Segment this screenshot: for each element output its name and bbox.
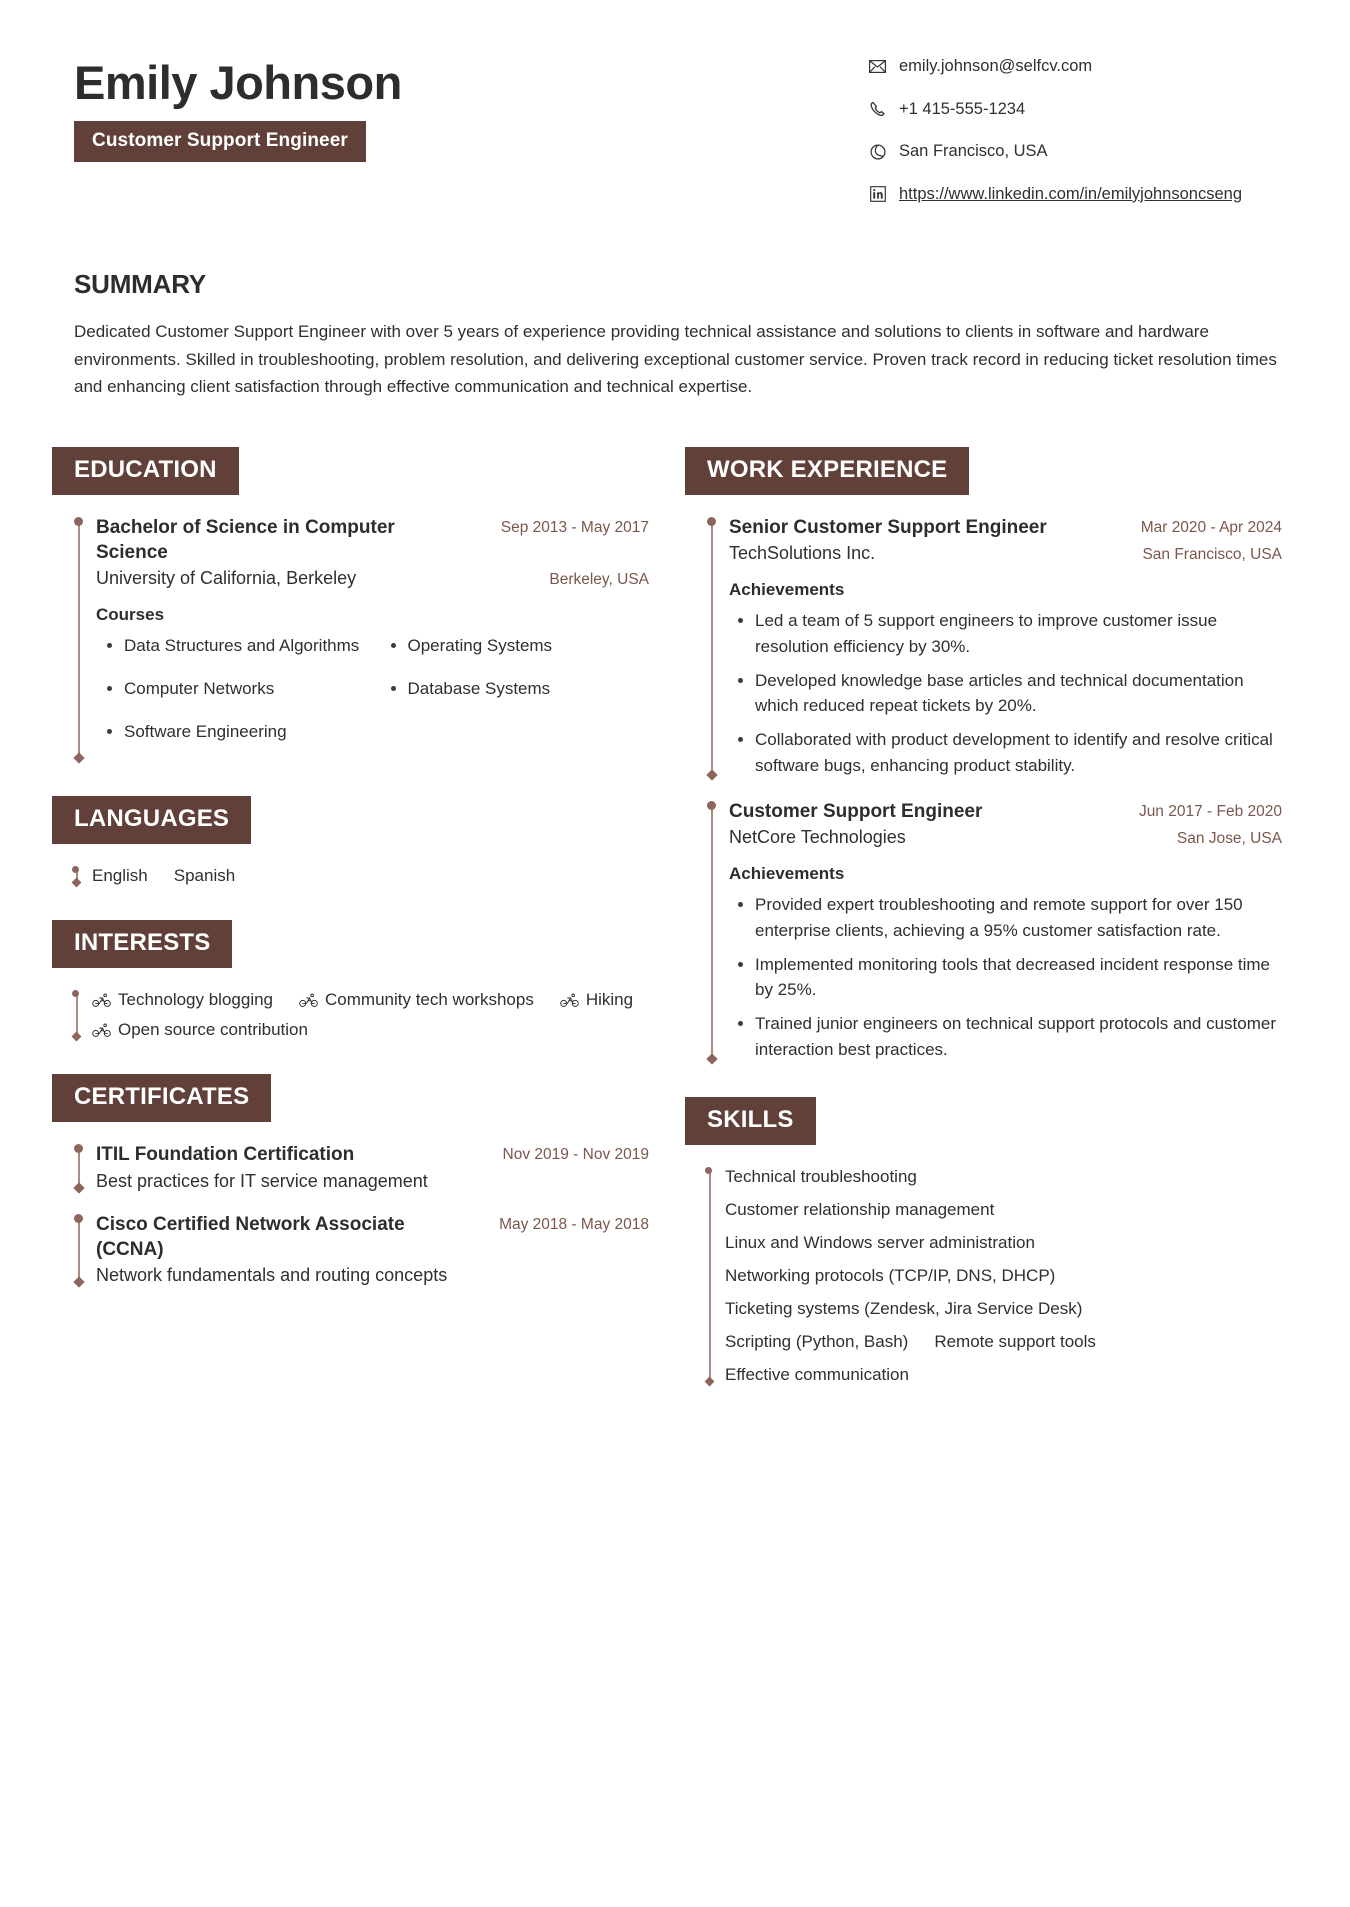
- contact-list: [868, 48, 1288, 207]
- course-item: Operating Systems: [380, 633, 650, 658]
- entry-head: [96, 1142, 649, 1167]
- certificate-name: ITIL Foundation Certification: [96, 1144, 355, 1166]
- achievement-item: Collaborated with product development to identify and resolve critical software bugs, enhancing product stability.: [729, 727, 1282, 779]
- interest-item: [560, 990, 633, 1010]
- timeline-line: [78, 521, 80, 757]
- entry-sub: [729, 827, 1282, 848]
- certificate-name: Cisco Certified Network Associate (CCNA): [96, 1213, 405, 1260]
- contact-text: emily.johnson@selfcv.com: [899, 57, 1093, 75]
- company-location: San Francisco, USA: [1142, 545, 1282, 563]
- certificate-entry-content: [96, 1142, 649, 1191]
- entry-head: [96, 515, 649, 565]
- summary-heading: SUMMARY: [74, 269, 206, 300]
- interests-timeline: [74, 988, 649, 1040]
- work-entry: [707, 515, 1282, 779]
- interest-item: [92, 990, 273, 1010]
- contact-row: [868, 97, 1288, 123]
- work-section: [707, 447, 1282, 1063]
- skill-item: Scripting (Python, Bash): [725, 1331, 909, 1351]
- certificates-section: [74, 1074, 649, 1285]
- right-column: [707, 447, 1282, 1419]
- courses-grid: [96, 633, 649, 762]
- contact-row: [868, 54, 1288, 80]
- globe-icon: [868, 142, 887, 161]
- timeline-end-diamond: [73, 1276, 84, 1287]
- certificate-entry: [74, 1142, 649, 1191]
- course-item: Software Engineering: [96, 719, 366, 744]
- bicycle-icon: [560, 993, 579, 1008]
- certificate-description: Network fundamentals and routing concepts: [96, 1264, 448, 1285]
- contact-row: [868, 182, 1288, 208]
- interest-label: Hiking: [585, 990, 634, 1010]
- languages-timeline: [74, 864, 649, 886]
- timeline-end-diamond: [706, 1053, 717, 1064]
- skill-item: Effective communication: [725, 1364, 909, 1384]
- interests-list: [92, 988, 649, 1040]
- timeline-line: [78, 1218, 80, 1280]
- timeline-end-diamond: [71, 1032, 81, 1042]
- position-date: Jun 2017 - Feb 2020: [1138, 802, 1282, 820]
- position-date: Mar 2020 - Apr 2024: [1140, 518, 1282, 536]
- entry-head: [729, 515, 1282, 540]
- timeline-start-dot: [74, 1214, 83, 1223]
- skill-item: Remote support tools: [934, 1331, 1096, 1351]
- certificates-heading: CERTIFICATES: [52, 1074, 271, 1122]
- degree-title: Bachelor of Science in Computer Science: [96, 516, 395, 563]
- skill-item: Linux and Windows server administration: [725, 1232, 1035, 1252]
- achievement-item: Implemented monitoring tools that decreased incident response time by 25%.: [729, 952, 1282, 1004]
- page-title: Emily Johnson: [74, 56, 402, 109]
- course-item: Computer Networks: [96, 676, 366, 701]
- skill-item: Networking protocols (TCP/IP, DNS, DHCP): [725, 1265, 1056, 1285]
- timeline-line: [76, 994, 78, 1034]
- timeline-line: [711, 805, 713, 1057]
- languages-section: [74, 796, 649, 886]
- company-location: San Jose, USA: [1176, 829, 1282, 847]
- language-item: Spanish: [173, 866, 236, 886]
- education-entry: [74, 515, 649, 763]
- skills-section: [707, 1097, 1282, 1385]
- achievement-item: Provided expert troubleshooting and remote support for over 150 enterprise clients, achieving a 95% customer satisfaction rate.: [729, 892, 1282, 944]
- certificate-description: Best practices for IT service management: [96, 1170, 428, 1191]
- interest-item: [299, 990, 534, 1010]
- timeline-end-diamond: [706, 769, 717, 780]
- interest-item: [92, 1020, 308, 1040]
- resume-body: [74, 447, 1288, 1419]
- course-item: Data Structures and Algorithms: [96, 633, 366, 658]
- contact-row: [868, 139, 1288, 165]
- school-location: Berkeley, USA: [549, 571, 649, 588]
- education-heading: EDUCATION: [52, 447, 239, 495]
- languages-list: [92, 864, 649, 886]
- timeline-line: [711, 521, 713, 773]
- languages-heading: LANGUAGES: [52, 796, 251, 844]
- interest-label: Community tech workshops: [325, 990, 534, 1010]
- timeline-start-dot: [74, 1144, 83, 1153]
- achievements-list: [729, 892, 1282, 1063]
- contact-text: +1 415-555-1234: [899, 99, 1026, 118]
- linkedin-icon: [868, 185, 887, 204]
- degree-date: Sep 2013 - May 2017: [500, 518, 649, 536]
- interests-heading: INTERESTS: [52, 920, 232, 968]
- timeline-line: [709, 1171, 711, 1379]
- education-section: [74, 447, 649, 763]
- certificate-date: Nov 2019 - Nov 2019: [502, 1146, 649, 1164]
- skills-timeline: [707, 1165, 1282, 1385]
- achievements-label: Achievements: [729, 863, 845, 883]
- work-entry-content: [729, 515, 1282, 779]
- entry-sub: [729, 543, 1282, 564]
- company-name: TechSolutions Inc.: [729, 542, 876, 563]
- interest-label: Open source contribution: [118, 1020, 308, 1040]
- entry-head: [729, 799, 1282, 824]
- left-column: [74, 447, 649, 1320]
- timeline-end-diamond: [71, 878, 81, 888]
- timeline-start-dot: [707, 517, 716, 526]
- timeline-end-diamond: [704, 1376, 714, 1386]
- achievements-list: [729, 608, 1282, 779]
- language-item: English: [92, 866, 148, 886]
- timeline-start-dot: [72, 866, 79, 873]
- achievement-item: Led a team of 5 support engineers to improve customer issue resolution efficiency by 30%.: [729, 608, 1282, 660]
- education-entry-content: [96, 515, 649, 763]
- skills-heading: SKILLS: [685, 1097, 816, 1145]
- summary-section: [74, 269, 1288, 401]
- entry-sub: [96, 1265, 649, 1286]
- work-entry: [707, 799, 1282, 1063]
- company-name: NetCore Technologies: [729, 826, 906, 847]
- timeline-start-dot: [707, 801, 716, 810]
- bicycle-icon: [299, 993, 318, 1008]
- school-name: University of California, Berkeley: [96, 568, 357, 588]
- courses-label: Courses: [96, 605, 165, 624]
- skill-item: Ticketing systems (Zendesk, Jira Service Desk): [725, 1298, 1083, 1318]
- skills-list: [725, 1165, 1155, 1385]
- entry-head: [96, 1212, 649, 1262]
- interest-label: Technology blogging: [118, 990, 274, 1010]
- envelope-icon: [868, 57, 887, 76]
- certificate-entry-content: [96, 1212, 649, 1286]
- achievement-item: Developed knowledge base articles and technical documentation which reduced repeat tickets by 20%.: [729, 668, 1282, 720]
- work-heading: WORK EXPERIENCE: [685, 447, 969, 495]
- bicycle-icon: [92, 993, 111, 1008]
- phone-icon: [868, 100, 887, 119]
- work-entry-content: [729, 799, 1282, 1063]
- timeline-end-diamond: [73, 1182, 84, 1193]
- course-item: Database Systems: [380, 676, 650, 701]
- skill-item: Technical troubleshooting: [725, 1166, 917, 1186]
- timeline-start-dot: [72, 990, 79, 997]
- bicycle-icon: [92, 1023, 111, 1038]
- timeline-start-dot: [74, 517, 83, 526]
- entry-sub: [96, 568, 649, 589]
- timeline-start-dot: [705, 1167, 712, 1174]
- certificate-entry: [74, 1212, 649, 1286]
- contact-text: San Francisco, USA: [899, 142, 1048, 161]
- resume-header: [74, 48, 1288, 207]
- position-title: Customer Support Engineer: [729, 800, 983, 822]
- linkedin-link[interactable]: https://www.linkedin.com/in/emilyjohnsoncseng: [899, 184, 1242, 203]
- achievements-label: Achievements: [729, 579, 845, 599]
- header-identity: [74, 48, 402, 162]
- interests-section: [74, 920, 649, 1040]
- timeline-end-diamond: [73, 753, 84, 764]
- summary-text: Dedicated Customer Support Engineer with over 5 years of experience providing technical assistance and solutions to clients in software and hardware environments. Skilled in troubleshooting, problem resolution, and delivering exceptional customer service. Proven track record in reducing ticket resolution times and enhancing client satisfaction through effective communication and technical expertise.: [74, 322, 1277, 397]
- entry-sub: [96, 1171, 649, 1192]
- achievement-item: Trained junior engineers on technical support protocols and customer interaction best practices.: [729, 1011, 1282, 1063]
- job-title-badge: Customer Support Engineer: [74, 121, 366, 162]
- position-title: Senior Customer Support Engineer: [729, 516, 1047, 538]
- skill-item: Customer relationship management: [725, 1199, 995, 1219]
- timeline-line: [78, 1148, 80, 1185]
- certificate-date: May 2018 - May 2018: [499, 1215, 649, 1233]
